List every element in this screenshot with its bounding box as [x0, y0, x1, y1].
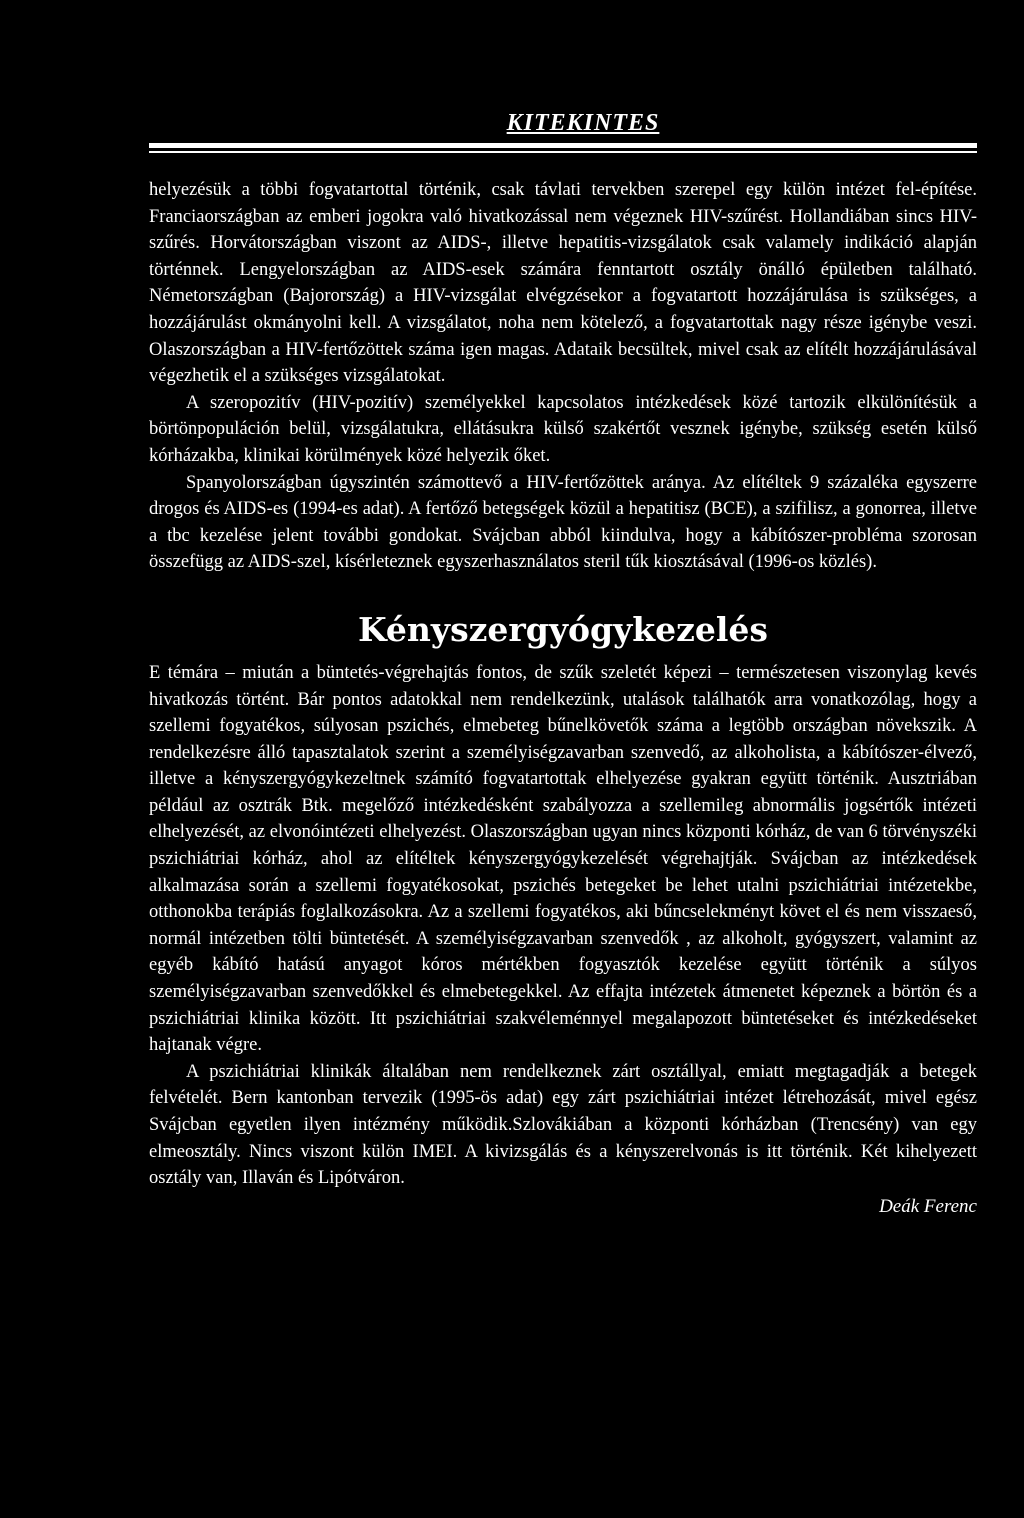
section-heading: Kényszergyógykezelés: [357, 609, 769, 649]
paragraph: Spanyolországban úgyszintén számottevő a HIV-fertőzöttek aránya. Az elítéltek 9 százaléka egyszerre drogos és AIDS-es (1994-es adat). A fertőző betegségek közül a hepatitisz (BCE), a szifilisz, a gonorrea, illetve a tbc kezelése jelent további gondokat. Svájcban abból kiindulva, hogy a kábítószer-probléma szorosan összefügg az AIDS-szel, kísérleteznek egyszerhasználatos steril tűk kiosztásával (1996-os közlés).: [149, 472, 977, 573]
paragraph: A szeropozitív (HIV-pozitív) személyekkel kapcsolatos intézkedések közé tartozik elkülönítésük a börtönpopuláción belül, vizsgálatukra, ellátásukra külső szakértőt vesznek igénybe, szükség esetén külső kórházakba, klinikai körülmények közé helyezik őket.: [149, 392, 977, 466]
header-rule-thick: [149, 143, 977, 148]
article-body: [149, 177, 977, 1220]
running-header-title: KITEKINTES: [506, 110, 660, 136]
paragraph: helyezésük a többi fogvatartottal történik, csak távlati tervekben szerepel egy külön intézet fel-építése. Franciaországban az emberi jogokra való hivatkozással nem végeznek HIV-szűrést. Hollandiában sincs HIV-szűrés. Horvátországban viszont az AIDS-, illetve hepatitis-vizsgálatok csak valamely indikáció alapján történnek. Lengyelországban az AIDS-esek számára fenntartott osztály önálló épületben található. Németországban (Bajorország) a HIV-vizsgálat elvégzésekor a fogvatartott hozzájárulása is szükséges, a hozzájárulást okmányolni kell. A vizsgálatot, noha nem kötelező, a fogvatartottak nagy része igénybe veszi. Olaszországban a HIV-fertőzöttek száma igen magas. Adataik becsültek, mivel csak az elítélt hozzájárulásával végezhetik el a szükséges vizsgálatokat.: [149, 180, 977, 387]
header-rule-thin: [149, 151, 977, 153]
paragraph: A pszichiátriai klinikák általában nem rendelkeznek zárt osztállyal, emiatt megtagadják a betegek felvételét. Bern kantonban tervezik (1995-ös adat) egy zárt pszichiátriai intézet létrehozását, mivel egész Svájcban egyetlen ilyen intézmény működik.Szlovákiában a központi kórházban (Trencsény) van egy elmeosztály. Nincs viszont külön IMEI. A kivizsgálás és a kényszerelvonás is itt történik. Két kihelyezett osztály van, Illaván és Lipótváron.: [149, 1061, 977, 1189]
document-page: [149, 110, 977, 1220]
paragraph: E témára – miután a büntetés-végrehajtás fontos, de szűk szeletét képezi – természetesen viszonylag kevés hivatkozás történt. Bár pontos adatokkal nem rendelkezünk, utalások találhatók arra vonatkozólag, hogy a szellemi fogyatékos, súlyosan pszichés, elmebeteg bűnelkövetők száma a legtöbb országban növekszik. A rendelkezésre álló tapasztalatok szerint a személyiségzavarban szenvedő, az alkoholista, a kábítószer-élvező, illetve a kényszergyógykezeltnek számító fogvatartottak elhelyezése gyakran együtt történik. Ausztriában például az osztrák Btk. megelőző intézkedésként szabályozza a szellemileg abnormális jogsértők intézeti elhelyezését, az elvonóintézeti elhelyezést. Olaszországban ugyan nincs központi kórház, de van 6 törvényszéki pszichiátriai kórház, ahol az elítéltek kényszergyógykezelését végrehajtják. Svájcban az intézkedések alkalmazása során a szellemi fogyatékosokat, pszichés betegeket be lehet utalni pszichiátriai intézetekbe, otthonokba terápiás foglalkozásokra. Az a szellemi fogyatékos, aki bűncselekményt követ el és nem visszaeső, normál intézetben tölti büntetését. A személyiségzavarban szenvedők , az alkoholt, gyógyszert, valamint az egyéb kábító hatású anyagot kóros mértékben fogyasztók kezelése együtt történik a súlyos személyiségzavarban szenvedőkkel és elmebetegekkel. Az effajta intézetek átmenetet képeznek a börtön és a pszichiátriai klinika között. Itt pszichiátriai szakvéleménnyel megalapozott büntetéseket és intézkedéseket hajtanak végre.: [149, 662, 977, 1056]
author-signature: Deák Ferenc: [879, 1195, 977, 1217]
